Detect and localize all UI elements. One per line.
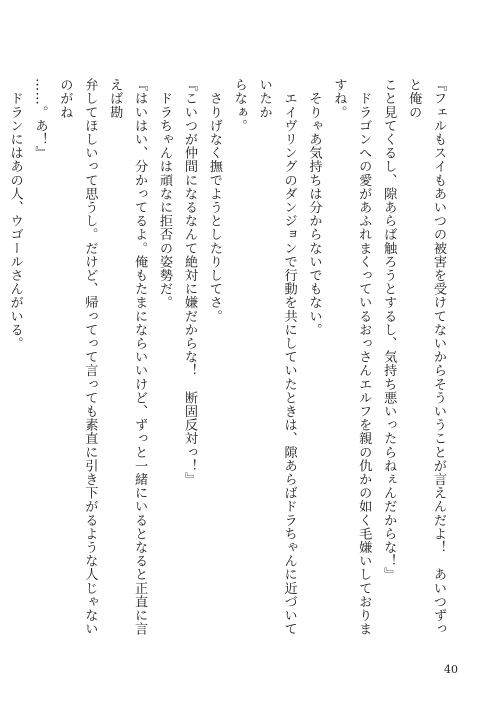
text-line [0,78,2,638]
text-line: ……。あ！』 [32,78,48,160]
text-line: らなぁ。 [231,78,247,133]
vertical-text-block [7,78,450,638]
text-line: 『フェルもスイもあいつの被害を受けてないからそういうことが言えんだよ！ あいつずっと俺の [406,78,446,636]
text-line: さりげなく撫でようとしたりしてさ。 [206,78,222,323]
text-line: ドラちゃんは頑なに拒否の姿勢だ。 [157,78,173,310]
text-line: そりゃあ気持ちは分からないでもない。 [306,78,322,337]
text-line: ドランにはあの人、ウゴールさんがいる。 [7,78,23,350]
text-line: こと見てくるし、隙あらば触ろうとするし、気持ち悪いったらねぇんだからな！』 [381,78,397,582]
text-line: 弁してほしいって思うし。だけど、帰ってって言っても素直に引き下がるような人じゃないのがね [57,78,98,636]
text-line: エイヴリングのダンジョンで行動を共にしていたときは、隙あらばドラちゃんに近づいていたか [256,78,297,636]
text-line: ドラゴンへの愛があふれまくっているおっさんエルフを親の仇かの如く毛嫌いしておりますね。 [331,78,372,636]
text-line: 『はいはい、分かってるよ。俺もたまにならいいけど、ずっと一緒にいるとなると正直に言えば勘 [107,78,148,636]
text-line: 『こいつが仲間になるなんて絶対に嫌だからな！ 断固反対っ！』 [181,78,197,486]
page-number: 40 [444,663,458,676]
